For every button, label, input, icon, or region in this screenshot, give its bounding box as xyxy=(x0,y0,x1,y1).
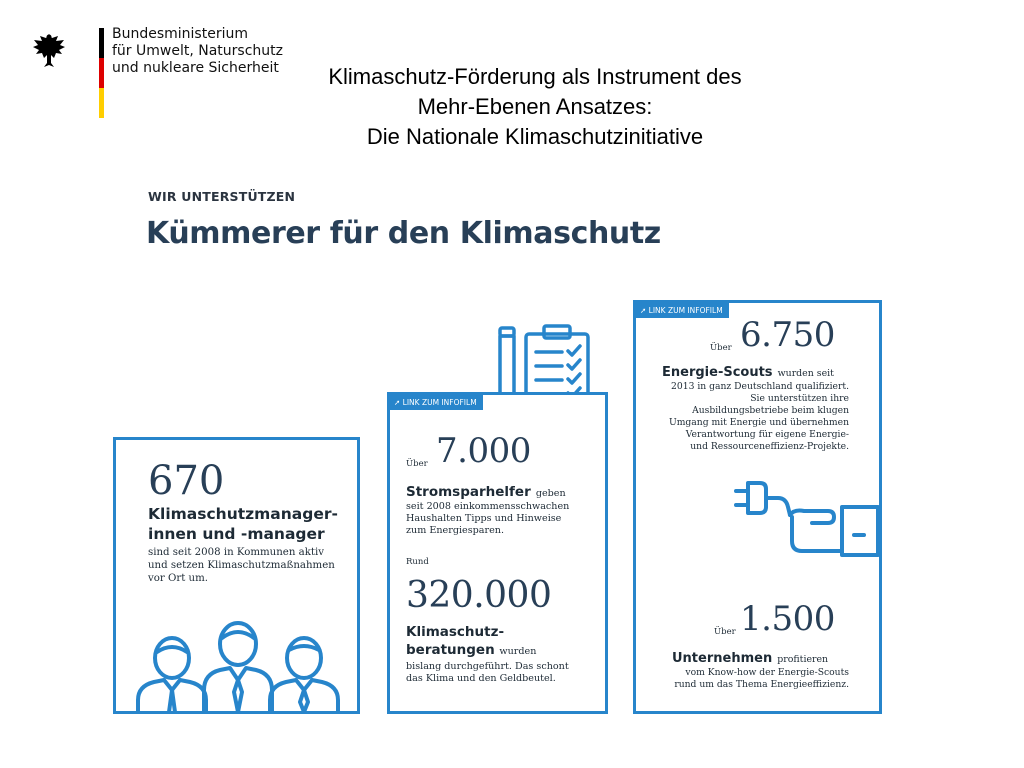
slide-title xyxy=(300,62,770,152)
companies-title-suffix: profitieren xyxy=(777,654,829,665)
slide-title-line: Klimaschutz-Förderung als Instrument des xyxy=(328,64,742,89)
infofilm-link-label: LINK ZUM INFOFILM xyxy=(402,398,477,407)
managers-title-line: Klimaschutzmanager- xyxy=(148,505,338,523)
beratungen-title-line: Klimaschutz- xyxy=(406,624,505,640)
stromspar-description xyxy=(406,501,569,537)
stromspar-body-line: zum Energiesparen. xyxy=(406,525,504,536)
companies-body-line: rund um das Thema Energieeffizienz. xyxy=(674,679,849,690)
scouts-heading xyxy=(662,361,834,380)
managers-body-line: vor Ort um. xyxy=(148,573,209,584)
managers-title xyxy=(148,504,338,544)
managers-number: 670 xyxy=(148,458,225,504)
stromspar-heading xyxy=(406,481,566,500)
scouts-title-suffix: wurden seit xyxy=(777,368,834,379)
infofilm-link[interactable] xyxy=(390,395,483,410)
scouts-body-line: Umgang mit Energie und übernehmen xyxy=(668,417,849,428)
stromspar-title: Stromsparhelfer xyxy=(406,484,531,500)
beratungen-title-suffix: wurden xyxy=(499,646,537,657)
scouts-prefix: Über xyxy=(710,343,732,353)
link-arrow-icon: ➚ xyxy=(640,306,649,315)
stromspar-number: 7.000 xyxy=(436,431,531,471)
managers-description xyxy=(148,546,335,585)
beratungen-body-line: das Klima und den Geldbeutel. xyxy=(406,673,556,684)
stromspar-title-suffix: geben xyxy=(535,488,566,499)
companies-title: Unternehmen xyxy=(672,651,773,666)
scouts-body-line: Verantwortung für eigene Energie- xyxy=(685,429,849,440)
hand-plug-icon xyxy=(732,473,882,561)
stromspar-body-line: Haushalten Tipps und Hinweise xyxy=(406,513,562,524)
companies-number: 1.500 xyxy=(740,599,835,639)
infographic-kicker: WIR UNTERSTÜTZEN xyxy=(148,189,296,204)
companies-description xyxy=(674,667,849,691)
beratungen-prefix: Rund xyxy=(406,557,429,567)
companies-body-line: vom Know-how der Energie-Scouts xyxy=(685,667,849,678)
link-arrow-icon: ➚ xyxy=(394,398,403,407)
ministry-line: Bundesministerium xyxy=(112,26,248,42)
scouts-body-line: Sie unterstützen ihre xyxy=(750,393,849,404)
infofilm-link[interactable] xyxy=(636,303,729,318)
ministry-line: und nukleare Sicherheit xyxy=(112,60,279,76)
scouts-body-line: und Ressourceneffizienz-Projekte. xyxy=(690,441,849,452)
beratungen-description xyxy=(406,661,569,685)
german-flag-stripe xyxy=(99,28,104,118)
infofilm-link-label: LINK ZUM INFOFILM xyxy=(648,306,723,315)
stromspar-body-line: seit 2008 einkommensschwachen xyxy=(406,501,570,512)
slide-title-line: Mehr-Ebenen Ansatzes: xyxy=(417,94,653,119)
flag-gold xyxy=(99,88,104,118)
managers-body-line: sind seit 2008 in Kommunen aktiv xyxy=(148,547,324,558)
ministry-logo xyxy=(26,20,283,120)
scouts-body-line: 2013 in ganz Deutschland qualifiziert. xyxy=(671,381,849,392)
companies-heading xyxy=(672,647,828,666)
federal-eagle-icon xyxy=(32,30,66,68)
infographic-headline: Kümmerer für den Klimaschutz xyxy=(146,216,661,251)
beratungen-title xyxy=(406,623,536,661)
people-group-icon xyxy=(134,620,344,712)
managers-title-line: innen und -manager xyxy=(148,525,325,543)
ministry-line: für Umwelt, Naturschutz xyxy=(112,43,283,59)
card-climate-managers xyxy=(113,437,360,714)
stromspar-prefix: Über xyxy=(406,459,428,469)
beratungen-title-line xyxy=(406,641,536,661)
flag-red xyxy=(99,58,104,88)
flag-black xyxy=(99,28,104,58)
card-energy-scouts xyxy=(633,300,882,714)
card-energy-saving-helpers xyxy=(387,392,608,714)
beratungen-number: 320.000 xyxy=(406,575,552,616)
scouts-description xyxy=(669,381,849,453)
slide-title-line: Die Nationale Klimaschutzinitiative xyxy=(366,124,704,149)
scouts-number: 6.750 xyxy=(740,315,835,355)
scouts-body-line: Ausbildungsbetriebe beim klugen xyxy=(692,405,849,416)
scouts-title: Energie-Scouts xyxy=(662,365,773,380)
managers-body-line: und setzen Klimaschutzmaßnahmen xyxy=(148,560,335,571)
ministry-name xyxy=(112,26,283,77)
companies-prefix: Über xyxy=(714,627,736,637)
beratungen-title-word: beratungen xyxy=(406,642,495,658)
beratungen-body-line: bislang durchgeführt. Das schont xyxy=(406,661,569,672)
